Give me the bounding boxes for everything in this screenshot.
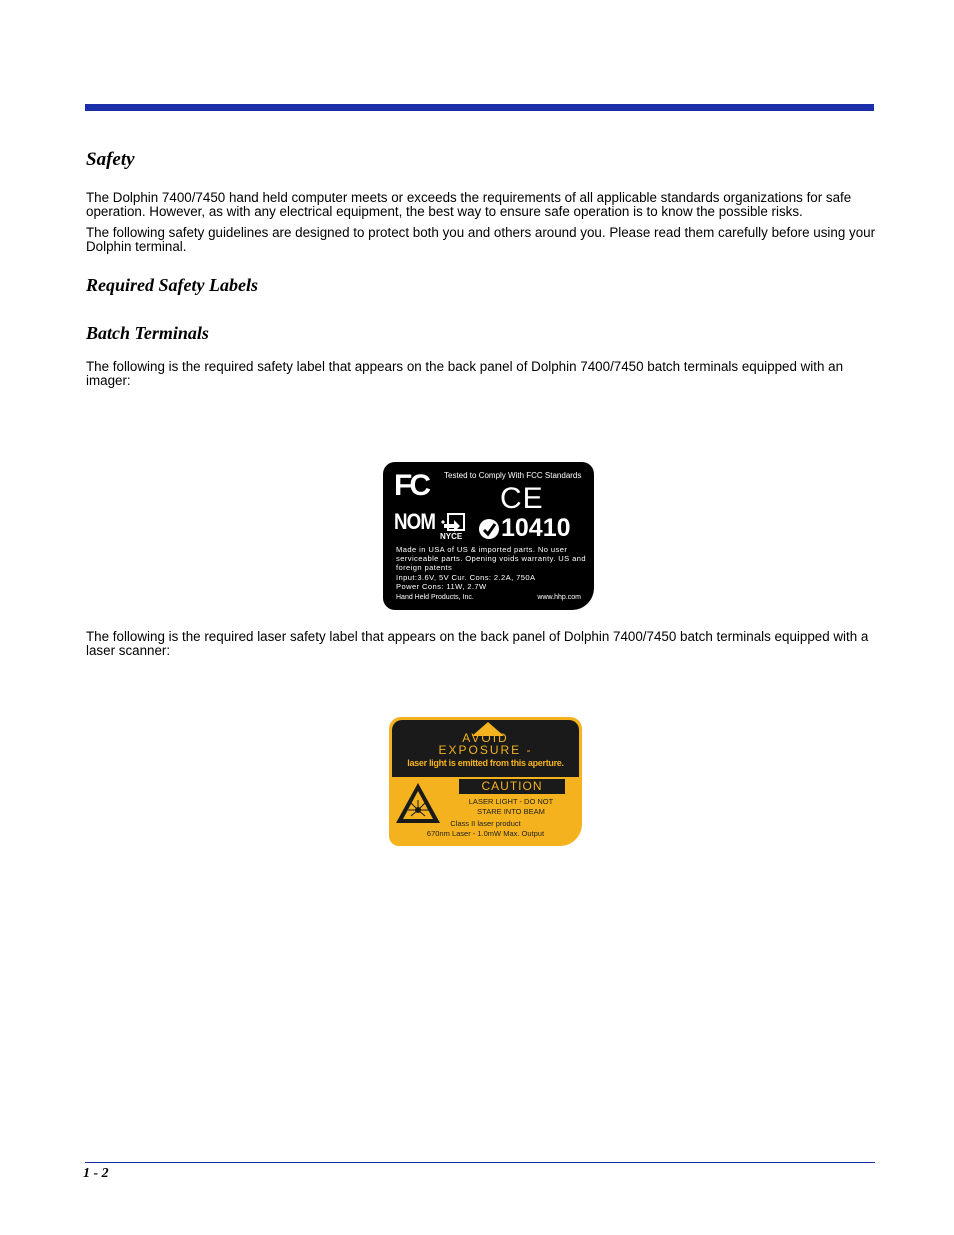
heading-batch-terminals: Batch Terminals — [86, 323, 209, 343]
fcc-made-in-text — [396, 545, 586, 591]
footer-rule — [85, 1162, 875, 1163]
ce-mark: CE — [500, 482, 544, 515]
nyce-text: NYCE — [440, 532, 463, 541]
page-number: 1 - 2 — [83, 1166, 109, 1181]
laser-warning-line2: STARE INTO BEAM — [477, 807, 545, 816]
input-line: Input:3.6V, 5V Cur. Cons: 2.2A, 750A — [396, 572, 536, 582]
heading-required-safety-labels: Required Safety Labels — [86, 275, 258, 295]
laser-caution-badge: CAUTION — [459, 779, 565, 794]
paragraph-laser-label: The following is the required laser safety label that appears on the back panel of Dolphin 7400/7450 batch terminals equipped with a laser scanner: — [86, 629, 869, 658]
laser-avoid-text: AVOID — [462, 731, 509, 745]
laser-warning-line1: LASER LIGHT - DO NOT — [468, 797, 554, 806]
paragraph-imager-label: The following is the required safety label that appears on the back panel of Dolphin 7400/7450 batch terminals equipped with an imager: — [86, 359, 844, 388]
fcc-logo: FC — [394, 469, 428, 502]
laser-spec-text: 670nm Laser - 1.0mW Max. Output — [426, 829, 545, 838]
laser-emitted-text: laser light is emitted from this aperture. — [407, 758, 564, 768]
laser-safety-label — [389, 717, 582, 846]
company-name: Hand Held Products, Inc. — [396, 594, 474, 601]
fcc-safety-label — [383, 462, 594, 610]
header-rule — [85, 104, 874, 111]
laser-label-top-panel — [392, 720, 579, 777]
nom-logo: NOM — [394, 509, 436, 534]
power-line: Power Cons: 11W, 2.7W — [396, 581, 487, 591]
company-website: www.hhp.com — [537, 594, 581, 601]
laser-class-text: Class II laser product — [450, 819, 521, 828]
fcc-tested-text: Tested to Comply With FCC Standards — [444, 471, 582, 480]
made-in-line: Made in USA of US & imported parts. No user serviceable parts. Opening voids warranty. US and foreign patents — [396, 545, 586, 573]
paragraph-guidelines: The following safety guidelines are designed to protect both you and others around you. Please read them carefully before using your Dolphin terminal. — [86, 225, 876, 254]
heading-safety: Safety — [86, 149, 135, 170]
laser-exposure-text: EXPOSURE - — [438, 743, 533, 757]
c-tick-number: 10410 — [501, 514, 571, 542]
c-tick-icon — [478, 518, 500, 540]
paragraph-intro: The Dolphin 7400/7450 hand held computer meets or exceeds the requirements of all applicable standards organizations for safe operation. However, as with any electrical equipment, the best way to ensure safe operation is to know the possible risks. — [86, 190, 852, 219]
